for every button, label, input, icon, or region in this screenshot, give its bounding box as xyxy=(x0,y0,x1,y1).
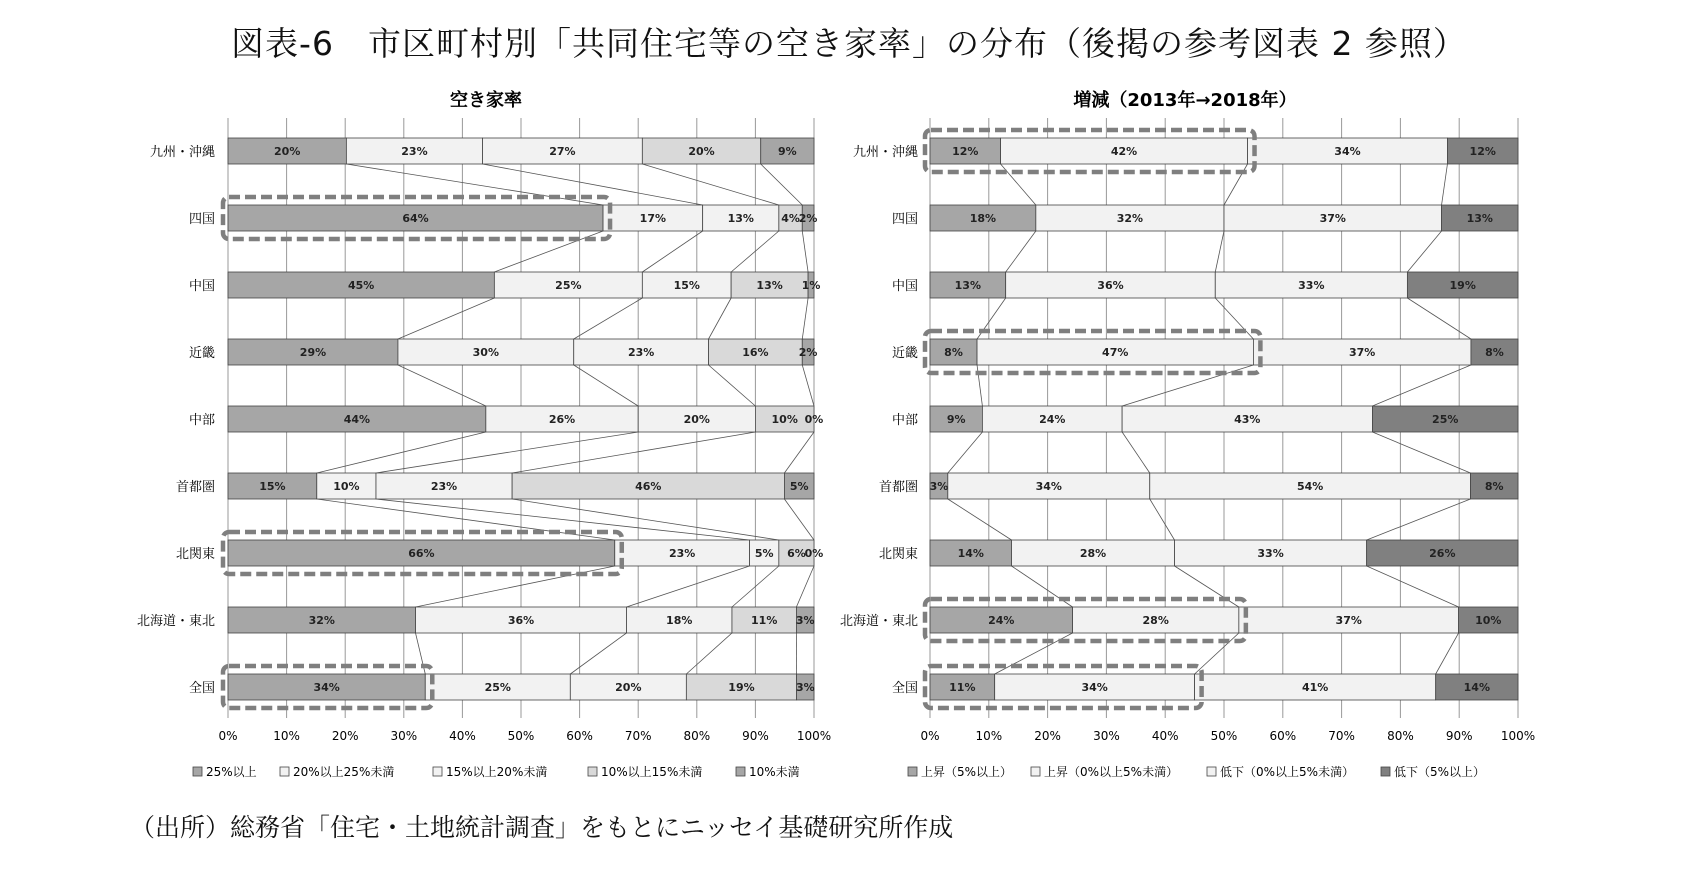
series-connector-line xyxy=(1367,566,1459,607)
series-connector-line xyxy=(317,432,486,473)
series-connector-line xyxy=(686,633,732,674)
x-tick-label: 30% xyxy=(1093,729,1120,743)
data-label: 3% xyxy=(929,480,949,493)
x-tick-label: 90% xyxy=(1445,729,1473,743)
series-connector-line xyxy=(376,499,750,540)
data-label: 2% xyxy=(798,346,818,359)
data-label: 20% xyxy=(274,145,301,158)
category-label: 中部 xyxy=(891,413,918,428)
x-tick-label: 10% xyxy=(273,729,300,743)
data-label: 3% xyxy=(795,681,815,694)
data-label: 19% xyxy=(1449,279,1476,292)
data-label: 10% xyxy=(333,480,360,493)
data-label: 18% xyxy=(666,614,693,627)
data-label: 26% xyxy=(1429,547,1456,560)
x-tick-label: 20% xyxy=(331,729,359,743)
data-label: 13% xyxy=(954,279,982,292)
data-label: 18% xyxy=(969,212,997,225)
category-label: 全国 xyxy=(188,681,215,696)
data-label: 17% xyxy=(639,212,667,225)
data-label: 12% xyxy=(952,145,979,158)
x-tick-label: 0% xyxy=(920,729,940,743)
data-label: 37% xyxy=(1335,614,1362,627)
legend-swatch xyxy=(1381,767,1390,776)
data-label: 1% xyxy=(801,279,821,292)
data-label: 44% xyxy=(343,413,371,426)
x-tick-label: 80% xyxy=(1387,729,1414,743)
series-connector-line xyxy=(761,164,803,205)
data-label: 9% xyxy=(778,145,797,158)
series-connector-line xyxy=(948,432,983,473)
category-label: 中国 xyxy=(188,279,215,294)
data-label: 34% xyxy=(313,681,340,694)
data-label: 12% xyxy=(1469,145,1496,158)
data-label: 23% xyxy=(430,480,458,493)
data-label: 29% xyxy=(299,346,327,359)
data-label: 5% xyxy=(754,547,774,560)
series-connector-line xyxy=(1442,164,1448,205)
x-tick-label: 60% xyxy=(1269,729,1297,743)
data-label: 36% xyxy=(507,614,535,627)
data-label: 32% xyxy=(308,614,335,627)
legend-label: 低下（5%以上） xyxy=(1394,765,1486,779)
legend-label: 10%以上15%未満 xyxy=(601,765,703,779)
data-label: 24% xyxy=(1039,413,1066,426)
data-label: 41% xyxy=(1301,681,1329,694)
data-label: 33% xyxy=(1257,547,1284,560)
x-tick-label: 40% xyxy=(449,729,476,743)
data-label: 15% xyxy=(259,480,286,493)
data-label: 36% xyxy=(1097,279,1124,292)
x-tick-label: 0% xyxy=(218,729,238,743)
data-label: 23% xyxy=(668,547,696,560)
legend-label: 25%以上 xyxy=(206,765,257,779)
data-label: 10% xyxy=(771,413,798,426)
data-label: 2% xyxy=(798,212,818,225)
data-label: 45% xyxy=(348,279,375,292)
data-label: 20% xyxy=(615,681,642,694)
figure-title: 図表-6 市区町村別「共同住宅等の空き家率」の分布（後掲の参考図表 2 参照） xyxy=(231,24,1467,63)
series-connector-line xyxy=(802,365,814,406)
data-label: 4% xyxy=(781,212,800,225)
data-label: 8% xyxy=(1484,480,1504,493)
category-label: 北関東 xyxy=(175,547,215,562)
category-label: 近畿 xyxy=(891,346,918,361)
chart-1 xyxy=(137,89,831,779)
x-tick-label: 100% xyxy=(796,729,832,743)
x-tick-label: 20% xyxy=(1034,729,1061,743)
x-tick-label: 70% xyxy=(1328,729,1355,743)
data-label: 34% xyxy=(1035,480,1062,493)
x-tick-label: 40% xyxy=(1151,729,1179,743)
series-connector-line xyxy=(574,365,638,406)
category-label: 中部 xyxy=(188,413,215,428)
category-label: 北海道・東北 xyxy=(136,614,215,629)
data-label: 30% xyxy=(472,346,500,359)
data-label: 43% xyxy=(1234,413,1261,426)
data-label: 25% xyxy=(1432,413,1459,426)
chart-title: 空き家率 xyxy=(450,90,522,111)
data-label: 20% xyxy=(683,413,710,426)
chart-title: 増減（2013年→2018年） xyxy=(1073,90,1297,111)
data-label: 24% xyxy=(988,614,1015,627)
series-connector-line xyxy=(802,231,808,272)
x-tick-label: 50% xyxy=(1210,729,1238,743)
series-connector-line xyxy=(1407,298,1471,339)
category-label: 首都圏 xyxy=(878,480,918,495)
series-connector-line xyxy=(376,432,638,473)
series-connector-line xyxy=(1006,231,1036,272)
series-connector-line xyxy=(784,499,814,540)
data-label: 34% xyxy=(1334,145,1361,158)
legend-swatch xyxy=(280,767,289,776)
category-label: 全国 xyxy=(891,681,918,696)
data-label: 23% xyxy=(627,346,655,359)
data-label: 16% xyxy=(742,346,769,359)
series-connector-line xyxy=(784,432,814,473)
data-label: 23% xyxy=(401,145,428,158)
data-label: 54% xyxy=(1296,480,1324,493)
series-connector-line xyxy=(574,298,643,339)
legend-swatch xyxy=(588,767,597,776)
x-tick-label: 30% xyxy=(390,729,418,743)
category-label: 北海道・東北 xyxy=(839,614,918,629)
legend-swatch xyxy=(908,767,917,776)
category-label: 九州・沖縄 xyxy=(852,145,918,160)
category-label: 首都圏 xyxy=(175,480,215,495)
series-connector-line xyxy=(1372,432,1470,473)
data-label: 13% xyxy=(727,212,754,225)
series-connector-line xyxy=(1150,499,1175,540)
category-label: 四国 xyxy=(891,212,918,227)
chart-2 xyxy=(840,89,1535,779)
series-connector-line xyxy=(1215,231,1224,272)
series-connector-line xyxy=(709,365,756,406)
x-tick-label: 100% xyxy=(1500,729,1536,743)
source-note: （出所）総務省「住宅・土地統計調査」をもとにニッセイ基礎研究所作成 xyxy=(130,813,954,842)
legend-label: 10%未満 xyxy=(749,765,800,779)
legend-swatch xyxy=(736,767,745,776)
data-label: 47% xyxy=(1102,346,1129,359)
legend-swatch xyxy=(433,767,442,776)
data-label: 8% xyxy=(944,346,963,359)
data-label: 13% xyxy=(1466,212,1493,225)
x-tick-label: 80% xyxy=(683,729,711,743)
series-connector-line xyxy=(948,499,1012,540)
data-label: 26% xyxy=(548,413,576,426)
x-tick-label: 70% xyxy=(624,729,652,743)
data-label: 3% xyxy=(795,614,815,627)
legend-swatch xyxy=(1031,767,1040,776)
series-connector-line xyxy=(1436,633,1459,674)
category-label: 近畿 xyxy=(188,346,215,361)
series-connector-line xyxy=(642,231,702,272)
data-label: 20% xyxy=(688,145,715,158)
series-connector-line xyxy=(796,566,814,607)
legend-label: 上昇（0%以上5%未満） xyxy=(1044,765,1179,779)
series-connector-line xyxy=(1372,365,1471,406)
series-connector-line xyxy=(570,633,626,674)
series-connector-line xyxy=(1367,499,1471,540)
category-label: 中国 xyxy=(891,279,918,294)
series-connector-line xyxy=(398,365,486,406)
data-label: 0% xyxy=(804,547,824,560)
category-label: 四国 xyxy=(188,212,215,227)
data-label: 37% xyxy=(1319,212,1346,225)
x-tick-label: 10% xyxy=(975,729,1003,743)
x-tick-label: 50% xyxy=(507,729,535,743)
data-label: 34% xyxy=(1081,681,1108,694)
series-connector-line xyxy=(512,432,755,473)
data-label: 19% xyxy=(728,681,755,694)
series-connector-line xyxy=(626,566,749,607)
data-label: 5% xyxy=(789,480,809,493)
data-label: 66% xyxy=(408,547,435,560)
data-label: 0% xyxy=(804,413,824,426)
data-label: 6% xyxy=(787,547,806,560)
legend-swatch xyxy=(1207,767,1216,776)
legend-swatch xyxy=(193,767,202,776)
data-label: 33% xyxy=(1298,279,1325,292)
series-connector-line xyxy=(1407,231,1441,272)
data-label: 13% xyxy=(756,279,783,292)
data-label: 42% xyxy=(1110,145,1138,158)
data-label: 15% xyxy=(673,279,700,292)
data-label: 14% xyxy=(957,547,984,560)
data-label: 64% xyxy=(402,212,429,225)
series-connector-line xyxy=(1195,633,1239,674)
data-label: 28% xyxy=(1142,614,1169,627)
data-label: 46% xyxy=(635,480,662,493)
series-connector-line xyxy=(1122,432,1150,473)
data-label: 28% xyxy=(1079,547,1107,560)
data-label: 9% xyxy=(946,413,966,426)
data-label: 27% xyxy=(549,145,576,158)
data-label: 14% xyxy=(1463,681,1491,694)
legend-label: 低下（0%以上5%未満） xyxy=(1220,765,1355,779)
category-label: 九州・沖縄 xyxy=(149,145,215,160)
data-label: 10% xyxy=(1475,614,1502,627)
legend-label: 15%以上20%未満 xyxy=(446,765,548,779)
x-tick-label: 90% xyxy=(742,729,769,743)
legend-label: 20%以上25%未満 xyxy=(293,765,395,779)
data-label: 25% xyxy=(555,279,582,292)
x-tick-label: 60% xyxy=(566,729,593,743)
data-label: 8% xyxy=(1485,346,1504,359)
series-connector-line xyxy=(398,298,494,339)
series-connector-line xyxy=(642,164,778,205)
legend-label: 上昇（5%以上） xyxy=(921,765,1013,779)
series-connector-line xyxy=(709,298,732,339)
series-connector-line xyxy=(483,164,703,205)
series-connector-line xyxy=(802,298,808,339)
data-label: 11% xyxy=(751,614,778,627)
data-label: 32% xyxy=(1116,212,1144,225)
data-label: 11% xyxy=(949,681,976,694)
data-label: 25% xyxy=(484,681,511,694)
category-label: 北関東 xyxy=(878,547,918,562)
data-label: 37% xyxy=(1349,346,1376,359)
